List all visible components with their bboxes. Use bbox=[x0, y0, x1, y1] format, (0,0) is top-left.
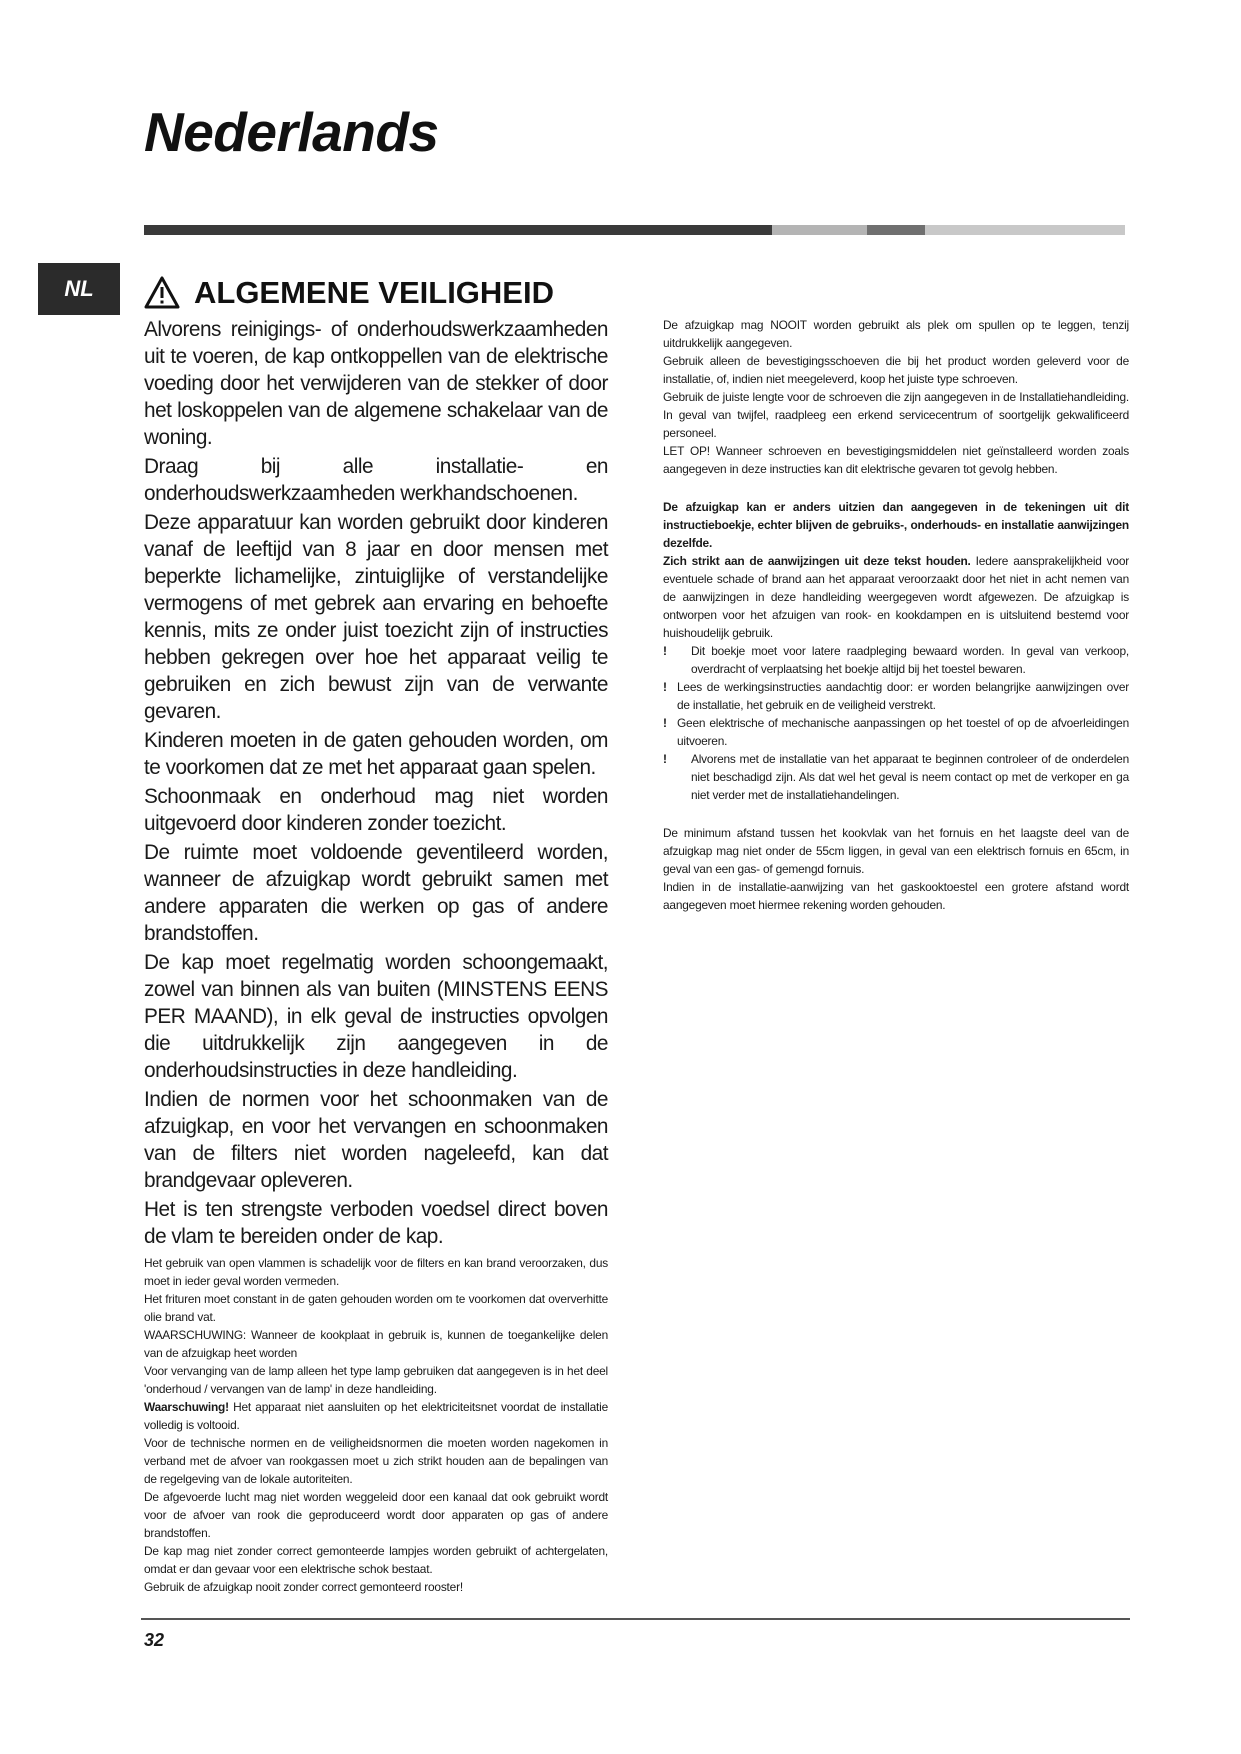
paragraph: De ruimte moet voldoende geventileerd worden, wanneer de afzuigkap wordt gebruikt samen met andere apparaten die werken op gas of andere brandstoffen. bbox=[144, 841, 608, 945]
exclamation-mark: ! bbox=[663, 644, 667, 658]
page-title: Nederlands bbox=[144, 101, 439, 163]
exclamation-item bbox=[663, 714, 1129, 750]
paragraph: Kinderen moeten in de gaten gehouden worden, om te voorkomen dat ze met het apparaat gaan spelen. bbox=[144, 729, 608, 779]
header-rule-mid bbox=[867, 225, 925, 235]
paragraph: Het is ten strengste verboden voedsel direct boven de vlam te bereiden onder de kap. bbox=[144, 1198, 608, 1248]
paragraph: Deze apparatuur kan worden gebruikt door kinderen vanaf de leeftijd van 8 jaar en door mensen met beperkte lichamelijke, zintuiglijke of verstandelijke vermogens of met gebrek aan ervaring en behoefte kennis, mits ze onder juist toezicht zijn of instructies hebben gekregen over hoe het apparaat veilig te gebruiken en zich bewust zijn van de verwante gevaren. bbox=[144, 511, 608, 723]
page-number: 32 bbox=[144, 1630, 165, 1650]
exclamation-item bbox=[663, 642, 1129, 678]
language-tab bbox=[38, 263, 120, 315]
small-paragraph: Het frituren moet constant in de gaten gehouden worden om te voorkomen dat oververhitte olie brand vat. bbox=[144, 1292, 608, 1324]
small-paragraph: Gebruik de afzuigkap nooit zonder correct gemonteerd rooster! bbox=[144, 1580, 463, 1594]
paragraph: Indien de normen voor het schoonmaken van de afzuigkap, en voor het vervangen en schoonmaken van de filters niet worden nageleefd, kan dat brandgevaar opleveren. bbox=[144, 1088, 608, 1192]
exclamation-text: Alvorens met de installatie van het apparaat te beginnen controleer of de onderdelen niet beschadigd zijn. Als dat wel het geval is neem contact op met de verkoper en ga niet verder met de installatiehandelingen. bbox=[691, 752, 1129, 802]
paragraph: Schoonmaak en onderhoud mag niet worden uitgevoerd door kinderen zonder toezicht. bbox=[144, 785, 608, 835]
paragraph: Alvorens reinigings- of onderhoudswerkzaamheden uit te voeren, de kap ontkoppellen van de elektrische voeding door het verwijderen van de stekker of door het loskoppelen van de algemene schakelaar van de woning. bbox=[144, 318, 608, 449]
exclamation-text: Lees de werkingsinstructies aandachtig door: er worden belangrijke aanwijzingen over de installatie, het gebruik en de veiligheid verstrekt. bbox=[677, 680, 1129, 712]
exclamation-mark: ! bbox=[663, 716, 667, 730]
small-paragraph: Voor de technische normen en de veiligheidsnormen die moeten worden nagekomen in verband met de afvoer van rookgassen moet u zich strikt houden aan de bepalingen van de regelgeving van de lokale autoriteiten. bbox=[144, 1436, 608, 1486]
body-text: Iedere aansprakelijkheid voor eventuele schade of brand aan het apparaat veroorzaakt door het niet in acht nemen van de aanwijzingen in deze handleiding weergegeven wordt afgewezen. De afzuigkap is ontworpen voor het afzuigen van rook- en kookdampen en is uitsluitend bestemd voor huishoudelijk gebruik. bbox=[663, 554, 1130, 640]
warning-text: Het apparaat niet aansluiten op het elektriciteitsnet voordat de installatie volledig is voltooid. bbox=[144, 1400, 608, 1432]
left-column bbox=[144, 316, 608, 1596]
section-heading-text: ALGEMENE VEILIGHEID bbox=[194, 275, 554, 310]
small-paragraph: Indien in de installatie-aanwijzing van het gaskooktoestel een grotere afstand wordt aangegeven moet hiermee rekening worden gehouden. bbox=[663, 880, 1129, 912]
small-paragraph: LET OP! Wanneer schroeven en bevestigingsmiddelen niet geïnstalleerd worden zoals aangegeven in deze instructies kan dit elektrische gevaren tot gevolg hebben. bbox=[663, 444, 1129, 476]
small-paragraph bbox=[144, 1398, 608, 1434]
small-paragraph: De minimum afstand tussen het kookvlak van het fornuis en het laagste deel van de afzuigkap mag niet onder de 55cm liggen, in geval van een elektrisch fornuis en 65cm, in geval van een gas- of gemengd fornuis. bbox=[663, 826, 1129, 876]
exclamation-text: Dit boekje moet voor latere raadpleging bewaard worden. In geval van verkoop, overdracht of verplaatsing het boekje altijd bij het toestel bewaren. bbox=[691, 644, 1129, 676]
paragraph: De kap moet regelmatig worden schoongemaakt, zowel van binnen als van buiten (MINSTENS EENS PER MAAND), in elk geval de instructies opvolgen die uitdrukkelijk zijn aangegeven in de onderhoudsinstructies in deze handleiding. bbox=[144, 951, 608, 1082]
language-code: NL bbox=[64, 276, 94, 301]
right-column bbox=[663, 316, 1129, 914]
section-heading bbox=[144, 275, 554, 311]
small-paragraph: De kap mag niet zonder correct gemonteerde lampjes worden gebruikt of achtergelaten, omdat er dan gevaar voor een elektrische schok bestaat. bbox=[144, 1544, 608, 1576]
small-paragraph: Gebruik de juiste lengte voor de schroeven die zijn aangegeven in de Installatiehandleiding. In geval van twijfel, raadpleeg een erkend servicecentrum of soortgelijk gekwalificeerd personeel. bbox=[663, 390, 1129, 440]
footer-rule bbox=[141, 1618, 1130, 1620]
bold-paragraph bbox=[663, 498, 1129, 552]
warning-triangle-icon bbox=[144, 276, 180, 310]
warning-label: Waarschuwing! bbox=[144, 1400, 229, 1414]
header-rule-dark bbox=[144, 225, 772, 235]
small-paragraph: Gebruik alleen de bevestigingsschoeven die bij het product worden geleverd voor de installatie, of, indien niet meegeleverd, koop het juiste type schroeven. bbox=[663, 354, 1129, 386]
small-paragraph: Het gebruik van open vlammen is schadelijk voor de filters en kan brand veroorzaken, dus moet in ieder geval worden vermeden. bbox=[144, 1256, 608, 1288]
exclamation-mark: ! bbox=[663, 680, 667, 694]
header-rule-pale bbox=[925, 225, 1125, 235]
small-paragraph: Voor vervanging van de lamp alleen het type lamp gebruiken dat aangegeven is in het deel 'onderhoud / vervangen van de lamp' in deze handleiding. bbox=[144, 1364, 608, 1396]
exclamation-text: Geen elektrische of mechanische aanpassingen op het toestel of op de afvoerleidingen uitvoeren. bbox=[677, 716, 1129, 748]
paragraph: Draag bij alle installatie- en onderhoudswerkzaamheden werkhandschoenen. bbox=[144, 455, 608, 505]
small-paragraph: WAARSCHUWING: Wanneer de kookplaat in gebruik is, kunnen de toegankelijke delen van de afzuigkap heet worden bbox=[144, 1328, 608, 1360]
small-paragraph: De afgevoerde lucht mag niet worden weggeleid door een kanaal dat ook gebruikt wordt voor de afvoer van rook die geproduceerd wordt door apparaten op gas of andere brandstoffen. bbox=[144, 1490, 608, 1540]
exclamation-mark: ! bbox=[663, 752, 667, 766]
exclamation-item bbox=[663, 750, 1129, 804]
small-paragraph bbox=[663, 552, 1129, 642]
exclamation-item bbox=[663, 678, 1129, 714]
header-rule-light bbox=[772, 225, 867, 235]
small-paragraph: De afzuigkap mag NOOIT worden gebruikt als plek om spullen op te leggen, tenzij uitdrukkelijk aangegeven. bbox=[663, 318, 1129, 350]
bold-text: De afzuigkap kan er anders uitzien dan aangegeven in de tekeningen uit dit instructieboekje, echter blijven de gebruiks-, onderhouds- en installatie aanwijzingen dezelfde. bbox=[663, 500, 1129, 550]
bold-text: Zich strikt aan de aanwijzingen uit deze tekst houden. bbox=[663, 554, 971, 568]
